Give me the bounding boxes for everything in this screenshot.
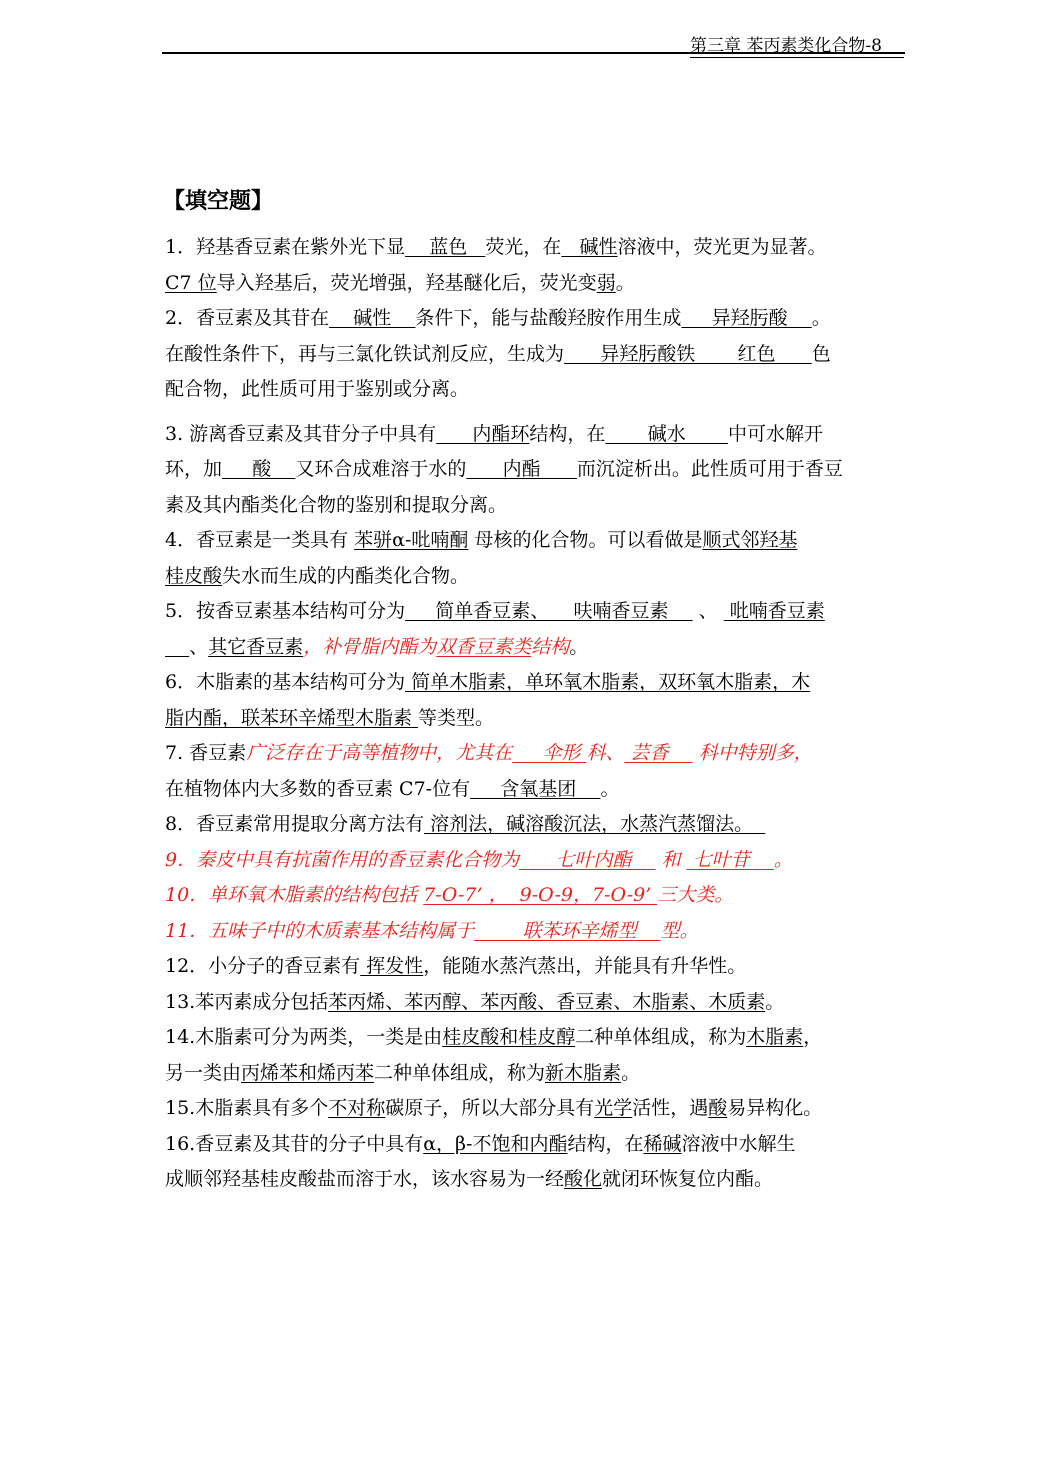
text-line — [165, 1091, 915, 1127]
text-segment: 活性，遇 — [632, 1097, 709, 1119]
text-segment: 9．秦皮中具有抗菌作用的香豆素化合物为 — [165, 848, 520, 871]
text-line — [165, 1127, 915, 1163]
text-segment: 等类型。 — [418, 706, 495, 729]
text-line — [165, 266, 915, 302]
text-line — [165, 301, 915, 337]
answer-blank — [165, 636, 189, 658]
text-line — [165, 230, 915, 266]
text-segment: 结构，在 — [529, 422, 606, 445]
text-segment: 16.香豆素及其苷的分子中具有 — [165, 1132, 424, 1155]
text-line — [165, 417, 915, 453]
answer-blank: 碱水 — [605, 422, 728, 445]
text-segment: 溶液中水解生 — [681, 1132, 796, 1155]
text-segment: 12．小分子的香豆素有 — [165, 955, 361, 977]
text-segment: 条件下，能与盐酸羟胺作用生成 — [415, 307, 682, 329]
text-segment: 素及其内酯类化合物的鉴别和提取分离。 — [165, 493, 508, 516]
answer-blank: 内酯环 — [436, 422, 530, 445]
text-segment: 色 — [811, 342, 831, 365]
text-line — [165, 337, 915, 373]
text-segment: 5．按香豆素基本结构可分为 — [165, 600, 406, 622]
text-line — [165, 985, 915, 1021]
answer-blank: 脂内酯，联苯环辛烯型木脂素 — [165, 706, 419, 729]
text-line — [165, 559, 915, 595]
text-segment: 型。 — [660, 919, 699, 942]
answer-blank: 七叶内酯 — [519, 848, 656, 871]
answer-blank: C7 位 — [165, 271, 217, 294]
text-segment: 科、 — [586, 742, 625, 764]
text-segment: 13.苯丙素成分包括 — [165, 990, 329, 1013]
text-line — [165, 807, 915, 843]
text-segment: 二种单体组成，称为 — [374, 1061, 546, 1084]
text-line — [165, 372, 915, 408]
text-segment: 碳原子，所以大部分具有 — [385, 1097, 595, 1119]
text-line — [165, 914, 915, 950]
text-segment: 6．木脂素的基本结构可分为 — [165, 671, 406, 693]
text-segment: 、 — [692, 600, 724, 622]
text-line — [165, 772, 915, 808]
text-line — [165, 701, 915, 737]
text-line — [165, 488, 915, 524]
text-segment: 8．香豆素常用提取分离方法有 — [165, 813, 425, 835]
text-segment: 就闭环恢复位内酯。 — [602, 1168, 774, 1190]
text-segment: 。 — [811, 307, 831, 329]
answer-blank: 蓝色 — [405, 236, 486, 258]
answer-blank: 不对称 — [328, 1097, 386, 1119]
text-segment: 3. 游离香豆素及其苷分子中具有 — [165, 422, 437, 445]
text-segment: 1．羟基香豆素在紫外光下显 — [165, 236, 406, 258]
text-line — [165, 1056, 915, 1092]
text-segment: 荧光，在 — [485, 236, 562, 258]
text-segment: 和 — [655, 848, 687, 871]
text-segment: 在植物体内大多数的香豆素 C7-位有 — [165, 777, 471, 800]
text-segment: 。 — [569, 635, 589, 658]
answer-blank: 吡喃香豆素 — [723, 600, 825, 622]
answer-blank: 含氧基团 — [470, 777, 601, 800]
answer-blank: 联苯环辛烯型 — [474, 919, 661, 942]
answer-blank: 溶剂法，碱溶酸沉法，水蒸汽蒸馏法。 — [424, 813, 766, 835]
text-line — [165, 452, 915, 488]
text-line — [165, 1162, 915, 1198]
answer-blank: 酸 — [708, 1097, 728, 1119]
answer-blank: 简单木脂素，单环氧木脂素，双环氧木脂素，木 — [405, 671, 811, 693]
text-line — [165, 1020, 915, 1056]
answer-blank: 异羟肟酸铁 红色 — [564, 342, 812, 365]
answer-blank: 稀碱 — [643, 1132, 682, 1155]
text-segment: 10．单环氧木脂素的结构包括 — [165, 884, 424, 906]
answer-blank: 苯骈α-吡喃酮 — [354, 529, 469, 551]
text-segment: 结构，在 — [567, 1132, 644, 1155]
answer-blank: 7-O-7’ ， 9-O-9，7-O-9’ — [423, 884, 658, 906]
text-segment: 结构 — [531, 635, 570, 658]
text-segment: ，补骨脂内酯为 — [303, 635, 437, 658]
text-segment: 。 — [600, 777, 620, 800]
text-segment: 科中特别多， — [692, 742, 813, 764]
answer-blank: 挥发性 — [360, 955, 424, 977]
text-line — [165, 665, 915, 701]
answer-blank: 简单香豆素、 呋喃香豆素 — [405, 600, 693, 622]
text-segment: 又环合成难溶于水的 — [295, 458, 467, 480]
answer-blank: 异羟肟酸 — [681, 307, 812, 329]
answer-blank: 双香豆素类 — [436, 635, 532, 658]
text-segment: 二种单体组成，称为 — [575, 1026, 747, 1048]
question-list — [165, 230, 915, 1198]
text-segment: 。 — [773, 848, 793, 871]
header-underline — [690, 57, 904, 58]
text-line — [165, 630, 915, 666]
answer-blank: 碱性 — [561, 236, 618, 258]
answer-blank: 七叶苷 — [686, 848, 774, 871]
answer-blank: 芸香 — [624, 742, 693, 764]
answer-blank: 其它香豆素 — [208, 635, 304, 658]
answer-blank: 桂皮酸 — [165, 564, 223, 587]
answer-blank: 弱 — [596, 271, 616, 294]
text-segment: 2．香豆素及其苷在 — [165, 307, 330, 329]
text-segment: 环，加 — [165, 458, 223, 480]
answer-blank: 酸 — [222, 458, 296, 480]
answer-blank: 新木脂素 — [545, 1061, 622, 1084]
text-line — [165, 843, 915, 879]
text-segment: 。 — [621, 1061, 641, 1084]
text-segment: 中可水解开 — [728, 422, 824, 445]
text-line — [165, 523, 915, 559]
answer-blank: 顺式邻羟基 — [702, 529, 798, 551]
text-segment: ，能随水蒸汽蒸出，并能具有升华性。 — [423, 955, 747, 977]
text-segment: 另一类由 — [165, 1061, 242, 1084]
answer-blank: 丙烯苯和烯丙苯 — [241, 1061, 375, 1084]
answer-blank: 木脂素 — [746, 1026, 804, 1048]
text-line — [165, 594, 915, 630]
text-segment: 配合物，此性质可用于鉴别或分离。 — [165, 378, 470, 400]
text-segment: 溶液中，荧光更为显著。 — [617, 236, 827, 258]
answer-blank: 伞形 — [512, 742, 587, 764]
text-segment: 11．五味子中的木质素基本结构属于 — [165, 919, 475, 942]
text-segment: 14.木脂素可分为两类，一类是由 — [165, 1026, 443, 1048]
answer-blank: 桂皮酸和桂皮醇 — [442, 1026, 576, 1048]
text-segment: 失水而生成的内酯类化合物。 — [222, 564, 470, 587]
answer-blank: α，β-不饱和内酯 — [423, 1132, 568, 1155]
answer-blank: 内酯 — [466, 458, 577, 480]
header-rule — [162, 52, 905, 54]
text-segment: 母核的化合物。可以看做是 — [468, 529, 703, 551]
text-segment: 4．香豆素是一类具有 — [165, 529, 355, 551]
answer-blank: 苯丙烯、苯丙醇、苯丙酸、香豆素、木脂素、木质素 — [328, 990, 766, 1013]
text-segment: 三大类。 — [657, 884, 734, 906]
text-line — [165, 736, 915, 772]
section-title: 【填空题】 — [163, 189, 274, 214]
text-segment: 易异构化。 — [727, 1097, 823, 1119]
text-line — [165, 949, 915, 985]
answer-blank: 碱性 — [329, 307, 416, 329]
text-segment: 7. 香豆素 — [165, 742, 247, 764]
text-segment: 导入羟基后，荧光增强，羟基醚化后，荧光变 — [216, 271, 597, 294]
text-segment: 15.木脂素具有多个 — [165, 1097, 329, 1119]
text-segment: 在酸性条件下，再与三氯化铁试剂反应，生成为 — [165, 342, 565, 365]
text-segment: 。 — [615, 271, 635, 294]
page-header-title: 第三章 苯丙素类化合物-8 — [690, 36, 882, 56]
paragraph-gap — [165, 408, 915, 417]
text-line — [165, 878, 915, 914]
text-segment: 而沉淀析出。此性质可用于香豆 — [576, 458, 843, 480]
text-segment: 。 — [765, 990, 785, 1013]
text-segment: 成顺邻羟基桂皮酸盐而溶于水，该水容易为一经 — [165, 1168, 565, 1190]
text-segment: ， — [803, 1026, 823, 1048]
text-segment: 广泛存在于高等植物中，尤其在 — [246, 742, 513, 764]
text-segment: 、 — [189, 635, 209, 658]
answer-blank: 光学 — [594, 1097, 633, 1119]
answer-blank: 酸化 — [564, 1168, 603, 1190]
